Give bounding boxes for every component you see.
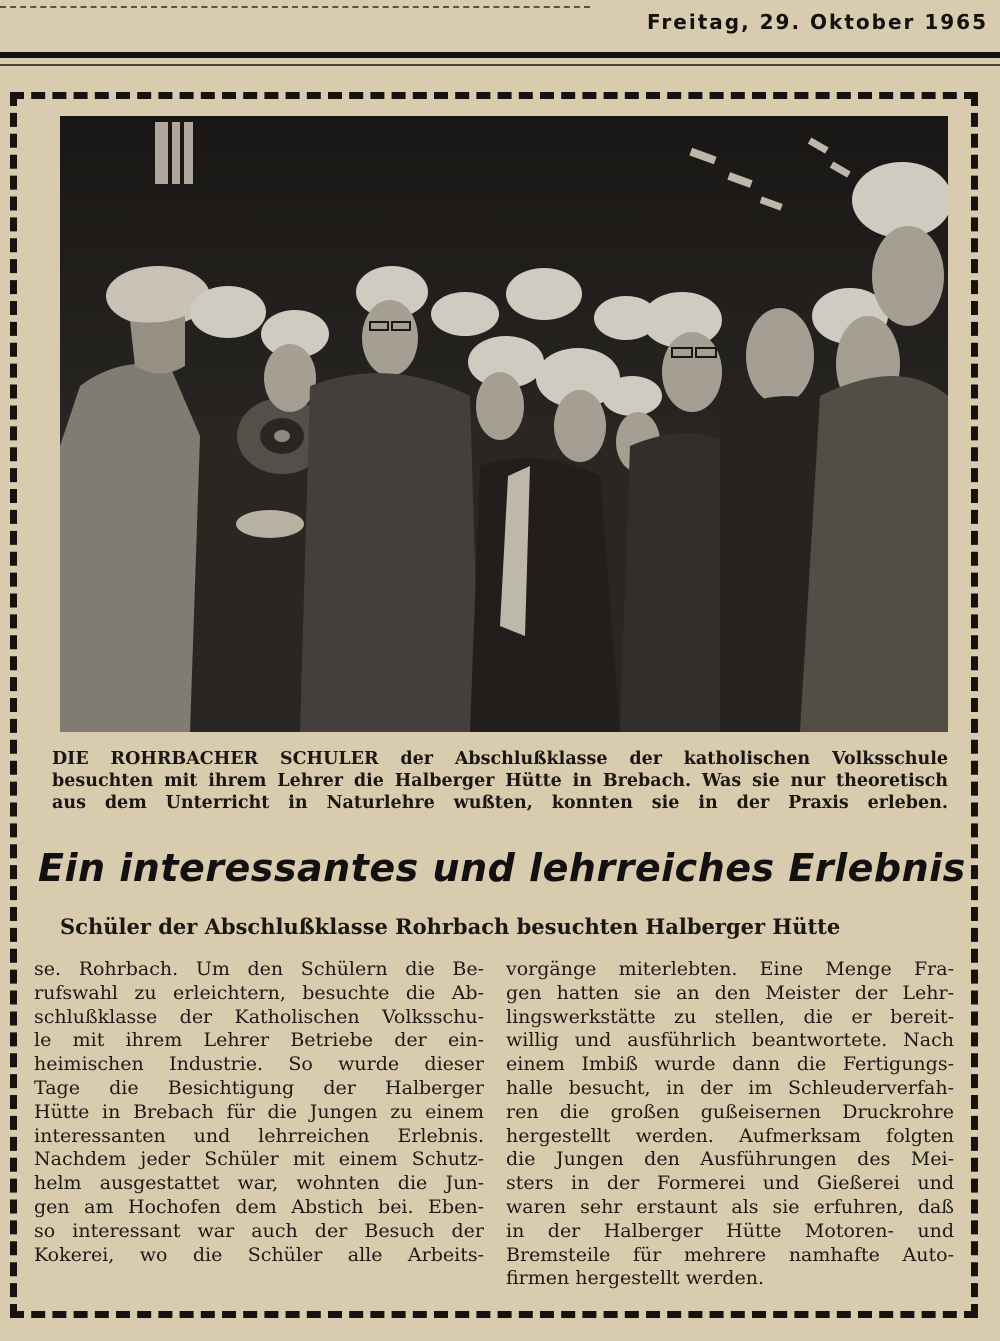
text-line: einem Imbiß wurde dann die Fertigungs- [506,1053,954,1076]
text-line: Bremsteile für mehrere namhafte Auto- [506,1243,954,1266]
text-line: le mit ihrem Lehrer Betriebe der ein- [34,1029,484,1052]
text-line: willig und ausführlich beantwortete. Nach [506,1029,954,1052]
photo-students-hardhats-icon [60,116,948,732]
header-dashed-rule [0,6,590,8]
text-line: firmen hergestellt werden. [506,1267,764,1290]
text-line: heimischen Industrie. So wurde dieser [34,1053,484,1076]
article-photo [60,116,948,732]
article-subheadline: Schüler der Abschlußklasse Rohrbach besuchten Halberger Hütte [60,914,841,939]
text-line: Kokerei, wo die Schüler alle Arbeits- [34,1243,484,1266]
text-line: sters in der Formerei und Gießerei und [506,1172,954,1195]
text-line: vorgänge miterlebten. Eine Menge Fra- [506,958,954,980]
photo-caption [52,748,948,814]
text-line: Tage die Besichtigung der Halberger [34,1076,484,1099]
caption-line: aus dem Unterricht in Naturlehre wußten, konnten sie in der Praxis erleben. [52,793,948,813]
caption-line: DIE ROHRBACHER SCHULER der Abschlußklasse der katholischen Volksschule [52,749,948,769]
text-line: Hütte in Brebach für die Jungen zu einem [34,1100,484,1123]
article-headline: Ein interessantes und lehrreiches Erlebnis [38,846,966,890]
text-line: in der Halberger Hütte Motoren- und [506,1219,954,1242]
header-thick-rule [0,52,1000,58]
header-thin-rule [0,64,1000,66]
text-line: waren sehr erstaunt als sie erfuhren, daß [506,1195,954,1218]
dateline: Freitag, 29. Oktober 1965 [647,10,988,34]
text-line: halle besucht, in der im Schleuderverfah- [506,1076,954,1099]
text-line: lingswerkstätte zu stellen, die er bereit- [506,1005,954,1028]
caption-line: besuchten mit ihrem Lehrer die Halberger Hütte in Brebach. Was sie nur theoretisch [52,771,948,791]
text-line: gen am Hochofen dem Abstich bei. Eben- [34,1195,484,1218]
text-line: Nachdem jeder Schüler mit einem Schutz- [34,1148,484,1171]
text-line: so interessant war auch der Besuch der [34,1219,484,1242]
text-line: helm ausgestattet war, wohnten die Jun- [34,1172,484,1195]
text-line: se. Rohrbach. Um den Schülern die Be- [34,958,484,980]
text-line: die Jungen den Ausführungen des Mei- [506,1148,954,1171]
article-column-2 [506,958,954,1291]
text-line: interessanten und lehrreichen Erlebnis. [34,1124,484,1147]
text-line: ren die großen gußeisernen Druckrohre [506,1100,954,1123]
text-line: schlußklasse der Katholischen Volksschu- [34,1005,484,1028]
text-line: gen hatten sie an den Meister der Lehr- [506,981,954,1004]
text-line: hergestellt werden. Aufmerksam folgten [506,1124,954,1147]
text-line: rufswahl zu erleichtern, besuchte die Ab- [34,981,484,1004]
article-column-1 [34,958,484,1267]
